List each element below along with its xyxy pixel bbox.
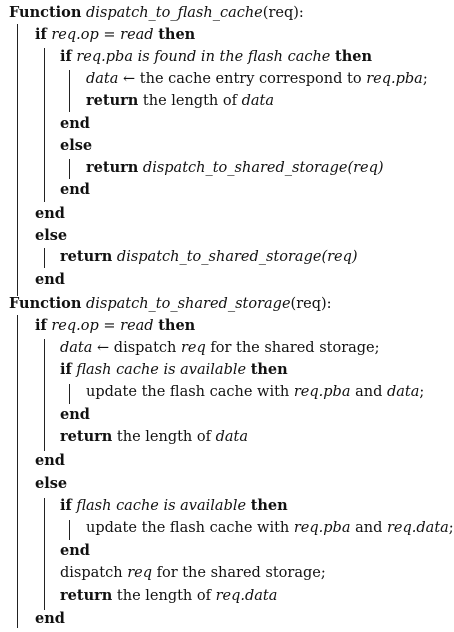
update-text: update the flash cache with xyxy=(86,520,290,536)
keyword-else: else xyxy=(35,475,68,492)
block-bar-function1 xyxy=(17,24,18,296)
function-params: (req): xyxy=(290,296,332,312)
ref-data: data xyxy=(386,384,420,400)
keyword-end: end xyxy=(35,452,65,469)
condition: req.pba is found in the flash cache xyxy=(76,49,331,65)
line-assign-data xyxy=(86,68,428,90)
line-update-cache xyxy=(86,517,454,539)
ref-data: data xyxy=(215,429,248,445)
keyword-then: then xyxy=(158,317,196,334)
assign-text: the cache entry correspond to xyxy=(139,71,362,87)
call-args: (req) xyxy=(321,249,358,265)
ref-req-data: req.data xyxy=(386,520,449,536)
update-end: ; xyxy=(419,384,425,400)
line-return-length xyxy=(86,90,274,112)
keyword-then: then xyxy=(250,361,288,378)
assign-arrow: ← xyxy=(123,71,136,87)
assign-end: ; xyxy=(422,71,428,87)
keyword-end: end xyxy=(60,115,90,132)
line-if-pba-found xyxy=(60,46,372,68)
keyword-end: end xyxy=(35,271,65,288)
function-name: dispatch_to_flash_cache xyxy=(85,5,263,21)
keyword-return: return xyxy=(60,428,113,445)
update-and: and xyxy=(355,520,383,536)
condition: req.op = read xyxy=(51,318,154,334)
line-return-length xyxy=(60,426,248,448)
keyword-if: if xyxy=(35,317,47,334)
keyword-return: return xyxy=(60,248,113,265)
ref-req-pba: req.pba xyxy=(293,384,351,400)
keyword-else: else xyxy=(35,227,68,244)
keyword-return: return xyxy=(86,159,139,176)
return-text: the length of xyxy=(116,429,211,445)
line-return-dispatch xyxy=(60,246,358,268)
call-dispatch-to-shared-storage: dispatch_to_shared_storage xyxy=(142,160,348,176)
keyword-if: if xyxy=(60,497,72,514)
block-bar-f2-inner-if xyxy=(69,384,70,404)
dispatch-tail: for the shared storage; xyxy=(156,565,326,581)
block-bar-f2-if xyxy=(44,339,45,451)
update-and: and xyxy=(355,384,383,400)
ref-req-pba: req.pba xyxy=(366,71,423,87)
line-if-read xyxy=(35,24,195,46)
block-bar-f1-inner-else xyxy=(69,159,70,179)
dispatch-text: dispatch xyxy=(60,565,123,581)
keyword-end: end xyxy=(60,181,90,198)
keyword-end: end xyxy=(60,542,90,559)
call-dispatch-to-shared-storage: dispatch_to_shared_storage xyxy=(116,249,322,265)
ref-req: req xyxy=(127,565,152,581)
keyword-if: if xyxy=(35,26,47,43)
keyword-if: if xyxy=(60,361,72,378)
line-function2-header xyxy=(9,293,332,315)
line-dispatch-req xyxy=(60,562,326,584)
update-end: ; xyxy=(448,520,454,536)
block-bar-f1-inner-if xyxy=(69,70,70,112)
ref-req-pba: req.pba xyxy=(293,520,351,536)
line-if-read xyxy=(35,315,195,337)
block-bar-f1-if xyxy=(44,48,45,202)
keyword-if: if xyxy=(60,48,72,65)
keyword-then: then xyxy=(335,48,373,65)
return-text: the length of xyxy=(142,93,237,109)
line-return-dispatch xyxy=(86,157,384,179)
function-name: dispatch_to_shared_storage xyxy=(85,296,291,312)
variable-data: data xyxy=(60,340,93,356)
keyword-return: return xyxy=(86,92,139,109)
line-if-cache-available xyxy=(60,495,288,517)
condition: flash cache is available xyxy=(76,498,247,514)
line-return-length xyxy=(60,585,277,607)
line-assign-dispatch xyxy=(60,337,380,359)
condition: req.op = read xyxy=(51,27,154,43)
block-bar-function2 xyxy=(17,315,18,628)
function-params: (req): xyxy=(262,5,304,21)
line-if-cache-available xyxy=(60,359,288,381)
assign-text: dispatch xyxy=(113,340,177,356)
keyword-then: then xyxy=(250,497,288,514)
condition: flash cache is available xyxy=(76,362,247,378)
keyword-end: end xyxy=(35,205,65,222)
variable-data: data xyxy=(86,71,119,87)
ref-data: data xyxy=(241,93,274,109)
block-bar-f1-else xyxy=(44,248,45,268)
line-update-cache xyxy=(86,381,424,403)
call-args: (req) xyxy=(347,160,384,176)
block-bar-f2-else-inner-if xyxy=(69,520,70,540)
ref-req-data: req.data xyxy=(215,588,278,604)
line-function1-header xyxy=(9,2,304,24)
ref-req: req xyxy=(180,340,206,356)
keyword-function: Function xyxy=(9,4,82,21)
keyword-else: else xyxy=(60,137,93,154)
keyword-end: end xyxy=(60,406,90,423)
keyword-return: return xyxy=(60,587,113,604)
keyword-end: end xyxy=(35,610,65,627)
block-bar-f2-else xyxy=(44,498,45,610)
assign-arrow: ← xyxy=(97,340,110,356)
return-text: the length of xyxy=(116,588,211,604)
update-text: update the flash cache with xyxy=(86,384,290,400)
assign-tail: for the shared storage; xyxy=(210,340,380,356)
keyword-then: then xyxy=(158,26,196,43)
keyword-function: Function xyxy=(9,295,82,312)
